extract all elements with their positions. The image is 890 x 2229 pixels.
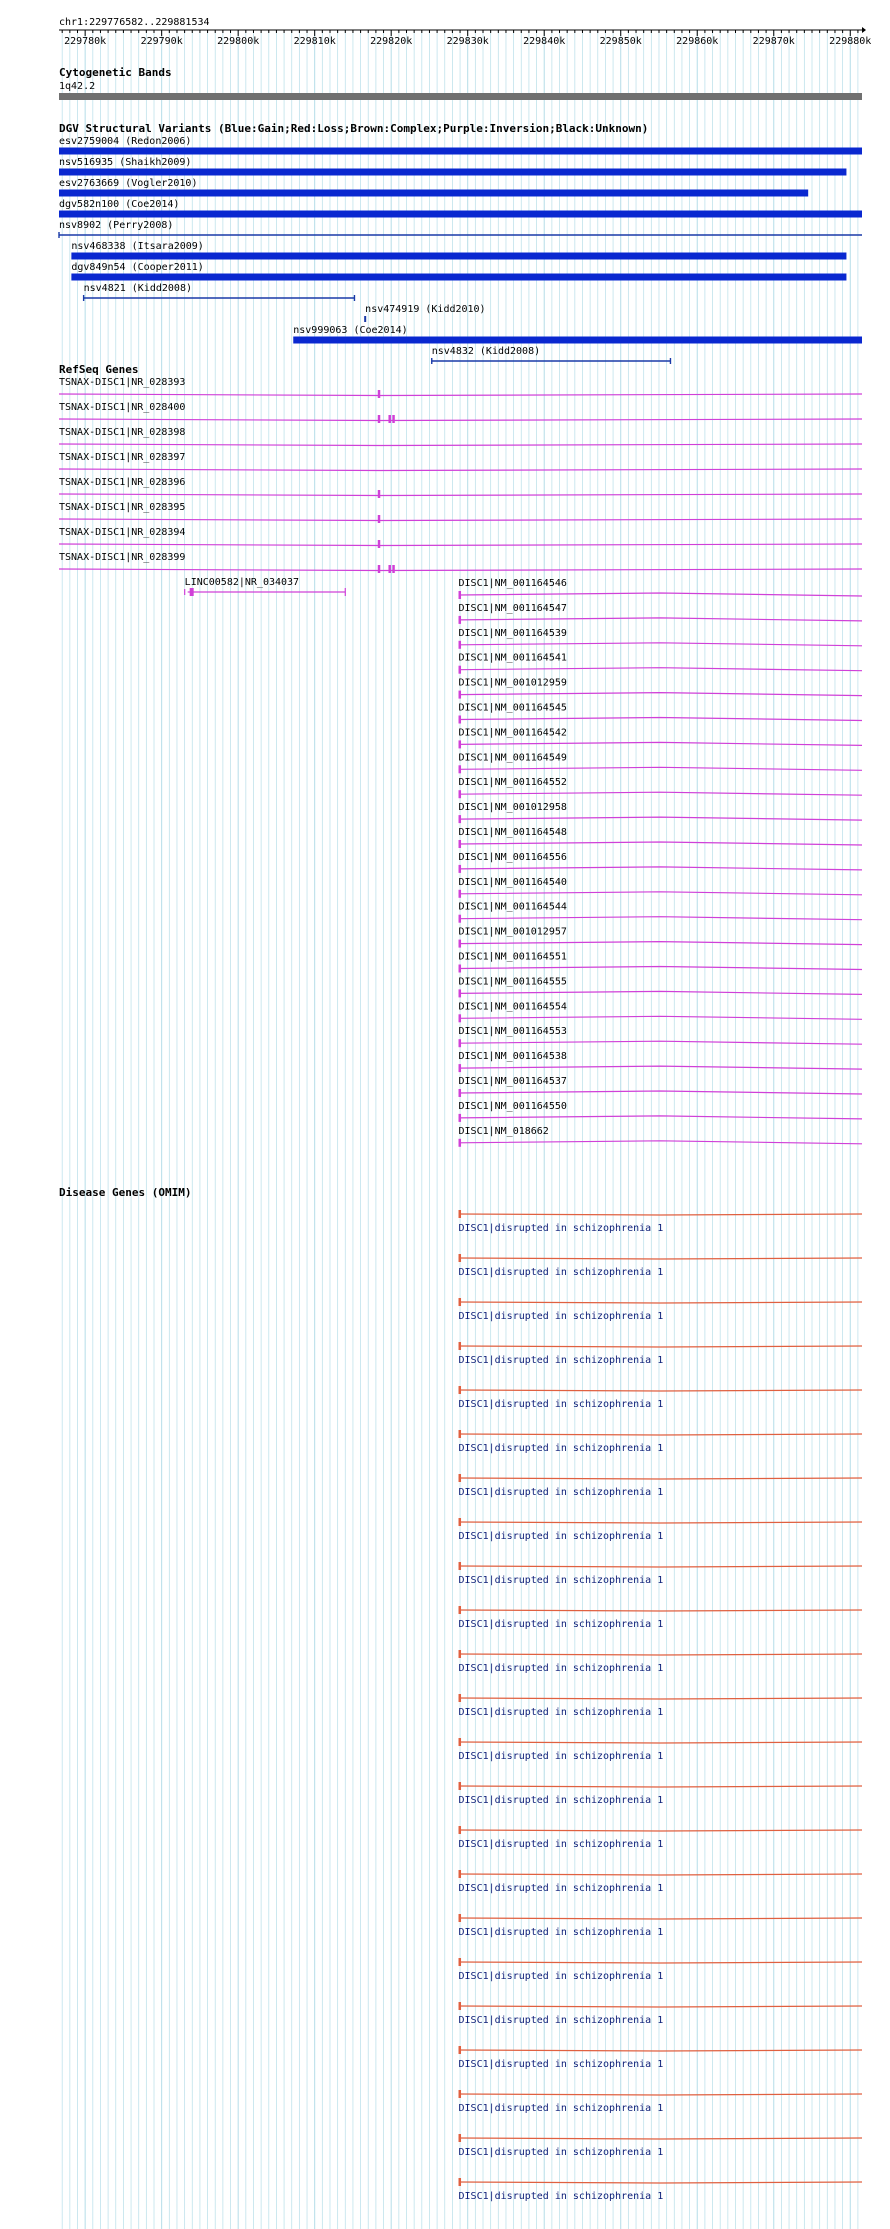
omim-gene-label[interactable]: DISC1|disrupted in schizophrenia 1	[458, 1619, 664, 1630]
refseq-exon	[459, 815, 462, 823]
refseq-gene-label: DISC1|NM_001164544	[458, 901, 567, 913]
refseq-exon	[459, 1039, 462, 1047]
refseq-exon	[459, 1014, 462, 1022]
omim-gene-exon	[459, 1738, 462, 1746]
refseq-exon	[459, 666, 462, 674]
ruler-tick-label: 229790k	[140, 36, 183, 47]
omim-gene-exon	[459, 2090, 462, 2098]
refseq-exon	[378, 540, 381, 548]
refseq-exon	[388, 415, 391, 423]
omim-gene-exon	[459, 2134, 462, 2142]
dgv-feature-bar[interactable]	[59, 190, 808, 197]
track-title-omim: Disease Genes (OMIM)	[59, 1186, 192, 1199]
refseq-exon	[459, 989, 462, 997]
ruler-tick-label: 229870k	[752, 36, 795, 47]
refseq-gene-label: DISC1|NM_001164556	[458, 851, 567, 863]
refseq-gene-label: DISC1|NM_001012957	[458, 926, 567, 938]
omim-gene-label[interactable]: DISC1|disrupted in schizophrenia 1	[458, 2059, 664, 2070]
refseq-gene-label: DISC1|NM_001164554	[458, 1001, 567, 1013]
refseq-exon	[378, 415, 381, 423]
dgv-feature-bar[interactable]	[71, 253, 846, 260]
ruler-tick-label: 229840k	[523, 36, 566, 47]
refseq-gene-label: DISC1|NM_001164541	[458, 652, 567, 664]
omim-gene-exon	[459, 1782, 462, 1790]
refseq-exon	[459, 1139, 462, 1147]
omim-gene-exon	[459, 1518, 462, 1526]
refseq-exon	[392, 565, 395, 573]
omim-gene-label[interactable]: DISC1|disrupted in schizophrenia 1	[458, 1839, 664, 1850]
refseq-exon	[388, 565, 391, 573]
refseq-gene-label: DISC1|NM_001164548	[458, 827, 567, 838]
omim-gene-label[interactable]: DISC1|disrupted in schizophrenia 1	[458, 1399, 664, 1410]
refseq-gene-label: DISC1|NM_001012959	[458, 677, 567, 689]
omim-gene-exon	[459, 1606, 462, 1614]
omim-gene-label[interactable]: DISC1|disrupted in schizophrenia 1	[458, 1575, 664, 1586]
track-title-dgv: DGV Structural Variants (Blue:Gain;Red:Loss;Brown:Complex;Purple:Inversion;Black:Unknown)	[59, 122, 649, 135]
dgv-feature-label: dgv849n54 (Cooper2011)	[71, 262, 204, 273]
refseq-gene-label: TSNAX-DISC1|NR_028398	[59, 427, 186, 438]
dgv-feature-bar[interactable]	[293, 337, 862, 344]
ruler-tick-label: 229860k	[676, 36, 719, 47]
refseq-exon	[459, 1114, 462, 1122]
refseq-exon	[459, 641, 462, 649]
dgv-feature-label: nsv999063 (Coe2014)	[293, 325, 408, 336]
omim-gene-exon	[459, 1694, 462, 1702]
refseq-exon	[459, 940, 462, 948]
dgv-feature-label: esv2763669 (Vogler2010)	[59, 178, 198, 189]
omim-gene-exon	[459, 1650, 462, 1658]
omim-gene-exon	[459, 1474, 462, 1482]
omim-gene-exon	[459, 1826, 462, 1834]
omim-gene-exon	[459, 1914, 462, 1922]
dgv-feature-bar[interactable]	[59, 211, 862, 218]
refseq-gene-label: DISC1|NM_001164553	[458, 1026, 567, 1038]
refseq-gene-label: DISC1|NM_001164555	[458, 976, 567, 988]
ruler-tick-label: 229810k	[293, 36, 336, 47]
dgv-feature-bar[interactable]	[71, 274, 846, 281]
ruler-tick-label: 229820k	[370, 36, 413, 47]
location-label: chr1:229776582..229881534	[59, 17, 210, 28]
refseq-gene-label: DISC1|NM_001164549	[458, 752, 567, 764]
refseq-exon	[459, 840, 462, 848]
refseq-gene-label: DISC1|NM_001164550	[458, 1100, 567, 1112]
omim-gene-label[interactable]: DISC1|disrupted in schizophrenia 1	[458, 1531, 664, 1542]
omim-gene-exon	[459, 1298, 462, 1306]
omim-gene-label[interactable]: DISC1|disrupted in schizophrenia 1	[458, 2103, 664, 2114]
refseq-gene-label: LINC00582|NR_034037	[184, 577, 300, 588]
track-title-refseq: RefSeq Genes	[59, 363, 139, 376]
omim-gene-label[interactable]: DISC1|disrupted in schizophrenia 1	[458, 1487, 664, 1498]
dgv-feature-label: nsv8902 (Perry2008)	[59, 220, 174, 231]
dgv-feature-bar[interactable]	[59, 148, 862, 155]
refseq-exon	[459, 965, 462, 973]
refseq-gene-label: DISC1|NM_001164551	[458, 951, 567, 963]
dgv-feature-label: nsv4821 (Kidd2008)	[83, 283, 192, 294]
omim-gene-label[interactable]: DISC1|disrupted in schizophrenia 1	[458, 1707, 664, 1718]
refseq-exon	[459, 616, 462, 624]
dgv-feature-label: nsv516935 (Shaikh2009)	[59, 157, 192, 168]
refseq-exon	[459, 716, 462, 724]
refseq-exon	[459, 915, 462, 923]
omim-gene-label[interactable]: DISC1|disrupted in schizophrenia 1	[458, 1751, 664, 1762]
refseq-exon	[459, 765, 462, 773]
omim-gene-exon	[459, 1386, 462, 1394]
omim-gene-label[interactable]: DISC1|disrupted in schizophrenia 1	[458, 1267, 664, 1278]
omim-gene-exon	[459, 1430, 462, 1438]
refseq-gene-label: TSNAX-DISC1|NR_028396	[59, 477, 186, 488]
refseq-exon	[392, 415, 395, 423]
dgv-feature-label: dgv582n100 (Coe2014)	[59, 199, 180, 210]
refseq-gene-label: TSNAX-DISC1|NR_028399	[59, 552, 186, 563]
omim-gene-label[interactable]: DISC1|disrupted in schizophrenia 1	[458, 1311, 664, 1322]
omim-gene-label[interactable]: DISC1|disrupted in schizophrenia 1	[458, 1355, 664, 1366]
omim-gene-exon	[459, 1870, 462, 1878]
refseq-gene-label: DISC1|NM_001164552	[458, 777, 567, 789]
ruler-tick-label: 229880k	[829, 36, 872, 47]
refseq-exon	[459, 1089, 462, 1097]
refseq-exon	[459, 865, 462, 873]
refseq-exon	[459, 790, 462, 798]
omim-gene-label[interactable]: DISC1|disrupted in schizophrenia 1	[458, 1971, 664, 1982]
omim-gene-label[interactable]: DISC1|disrupted in schizophrenia 1	[458, 1443, 664, 1454]
omim-gene-exon	[459, 2002, 462, 2010]
omim-gene-exon	[459, 2046, 462, 2054]
cytoband-bar[interactable]	[59, 93, 862, 100]
ruler-tick-label: 229830k	[446, 36, 489, 47]
dgv-feature-label: nsv4832 (Kidd2008)	[431, 346, 541, 357]
refseq-gene-label: DISC1|NM_001164539	[458, 627, 567, 639]
omim-gene-exon	[459, 1342, 462, 1350]
refseq-exon	[378, 490, 381, 498]
dgv-feature-bar[interactable]	[59, 169, 846, 176]
omim-gene-exon	[459, 1562, 462, 1570]
omim-gene-exon	[459, 1958, 462, 1966]
ruler-tick-label: 229780k	[64, 36, 107, 47]
refseq-gene-label: DISC1|NM_001164540	[458, 876, 567, 888]
omim-gene-label[interactable]: DISC1|disrupted in schizophrenia 1	[458, 1795, 664, 1806]
omim-gene-label[interactable]: DISC1|disrupted in schizophrenia 1	[458, 2191, 664, 2202]
refseq-gene-label: TSNAX-DISC1|NR_028394	[59, 527, 186, 538]
refseq-gene-label: DISC1|NM_001164537	[458, 1076, 567, 1087]
omim-gene-exon	[459, 1210, 462, 1218]
refseq-gene-label: TSNAX-DISC1|NR_028395	[59, 502, 186, 513]
refseq-gene-label: TSNAX-DISC1|NR_028397	[59, 452, 186, 463]
refseq-exon	[459, 740, 462, 748]
refseq-gene-label: DISC1|NM_001164545	[458, 702, 567, 714]
refseq-exon	[459, 591, 462, 599]
dgv-feature-label: nsv474919 (Kidd2010)	[365, 304, 486, 315]
omim-gene-label[interactable]: DISC1|disrupted in schizophrenia 1	[458, 1883, 664, 1894]
omim-gene-label[interactable]: DISC1|disrupted in schizophrenia 1	[458, 1927, 664, 1938]
refseq-exon	[190, 588, 194, 596]
ruler-tick-label: 229850k	[599, 36, 642, 47]
ruler-tick-label: 229800k	[217, 36, 260, 47]
omim-gene-label[interactable]: DISC1|disrupted in schizophrenia 1	[458, 1663, 664, 1674]
cytoband-label: 1q42.2	[59, 81, 96, 92]
refseq-gene-label: TSNAX-DISC1|NR_028400	[59, 402, 186, 413]
dgv-feature-label: esv2759004 (Redon2006)	[59, 136, 192, 147]
refseq-exon	[459, 691, 462, 699]
refseq-gene-label: DISC1|NM_001164546	[458, 578, 567, 589]
refseq-gene-label: TSNAX-DISC1|NR_028393	[59, 377, 186, 388]
omim-gene-label[interactable]: DISC1|disrupted in schizophrenia 1	[458, 2147, 664, 2158]
omim-gene-label[interactable]: DISC1|disrupted in schizophrenia 1	[458, 2015, 664, 2026]
refseq-exon	[459, 1064, 462, 1072]
refseq-gene-label: DISC1|NM_018662	[458, 1125, 549, 1137]
refseq-gene-label: DISC1|NM_001164542	[458, 727, 567, 739]
refseq-gene-label: DISC1|NM_001164547	[458, 602, 567, 614]
track-title-cytobands: Cytogenetic Bands	[59, 66, 172, 79]
refseq-exon	[378, 565, 381, 573]
refseq-gene-label: DISC1|NM_001012958	[458, 802, 567, 814]
refseq-exon	[459, 890, 462, 898]
refseq-exon	[378, 390, 381, 398]
omim-gene-exon	[459, 1254, 462, 1262]
omim-gene-label[interactable]: DISC1|disrupted in schizophrenia 1	[458, 1223, 664, 1234]
omim-gene-exon	[459, 2178, 462, 2186]
refseq-gene-label: DISC1|NM_001164538	[458, 1051, 567, 1063]
dgv-feature-label: nsv468338 (Itsara2009)	[71, 241, 204, 252]
refseq-exon	[378, 515, 381, 523]
